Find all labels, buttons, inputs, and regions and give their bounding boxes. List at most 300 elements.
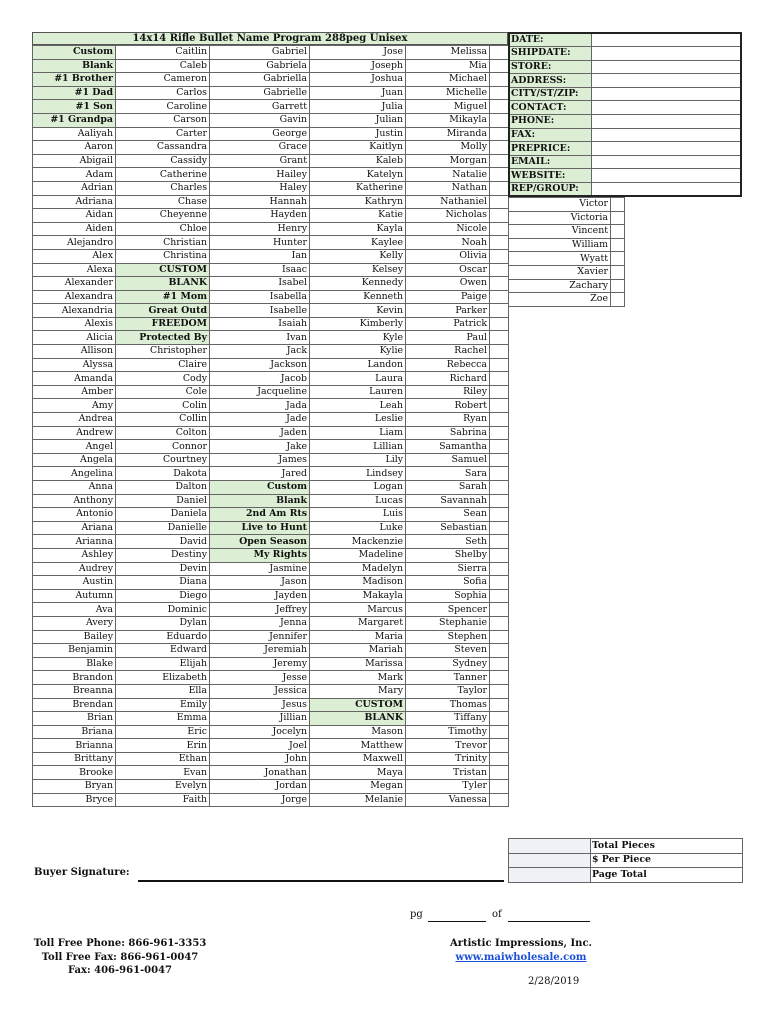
name-cell: Kayla <box>310 222 406 236</box>
name-cell: Tyler <box>406 780 490 794</box>
quantity-cell[interactable] <box>490 453 509 467</box>
name-cell: James <box>210 453 310 467</box>
info-label: REP/GROUP: <box>509 183 591 197</box>
quantity-cell[interactable] <box>490 141 509 155</box>
quantity-cell[interactable] <box>490 630 509 644</box>
signature-line[interactable] <box>138 880 504 882</box>
table-row <box>33 603 509 617</box>
name-cell: David <box>116 535 210 549</box>
name-cell: Adriana <box>33 195 116 209</box>
name-cell: Lindsey <box>310 467 406 481</box>
name-cell: Katelyn <box>310 168 406 182</box>
quantity-cell[interactable] <box>490 535 509 549</box>
name-cell: Austin <box>33 576 116 590</box>
info-value-field[interactable] <box>591 142 741 156</box>
name-cell: Connor <box>116 440 210 454</box>
name-cell: Chase <box>116 195 210 209</box>
name-cell: Leah <box>310 399 406 413</box>
name-cell: Caroline <box>116 100 210 114</box>
quantity-cell[interactable] <box>490 793 509 807</box>
info-value-field[interactable] <box>591 74 741 88</box>
info-value-field[interactable] <box>591 155 741 169</box>
name-cell: Kenneth <box>310 290 406 304</box>
name-cell: Luis <box>310 508 406 522</box>
name-cell: Daniela <box>116 508 210 522</box>
table-row <box>33 290 509 304</box>
name-cell: Nicholas <box>406 209 490 223</box>
table-row <box>33 59 509 73</box>
name-cell: Kaylee <box>310 236 406 250</box>
name-cell: Brittany <box>33 752 116 766</box>
name-cell: Victoria <box>509 211 611 225</box>
quantity-cell[interactable] <box>490 576 509 590</box>
name-cell: Audrey <box>33 562 116 576</box>
table-row <box>33 766 509 780</box>
quantity-cell[interactable] <box>611 238 625 252</box>
name-cell: Gavin <box>210 113 310 127</box>
quantity-cell[interactable] <box>611 279 625 293</box>
name-cell: Anna <box>33 481 116 495</box>
info-value-field[interactable] <box>591 128 741 142</box>
name-cell: Jaden <box>210 426 310 440</box>
name-cell: Julia <box>310 100 406 114</box>
info-row <box>509 128 741 142</box>
name-cell: Diego <box>116 589 210 603</box>
table-row <box>509 238 625 252</box>
name-cell: Aaron <box>33 141 116 155</box>
name-cell: Justin <box>310 127 406 141</box>
name-cell: Juan <box>310 86 406 100</box>
name-cell: Rebecca <box>406 358 490 372</box>
quantity-cell[interactable] <box>611 211 625 225</box>
name-cell: Alexandra <box>33 290 116 304</box>
name-cell: Jessica <box>210 684 310 698</box>
quantity-cell[interactable] <box>490 222 509 236</box>
quantity-cell[interactable] <box>490 113 509 127</box>
name-cell: Isaiah <box>210 317 310 331</box>
quantity-cell[interactable] <box>490 154 509 168</box>
quantity-cell[interactable] <box>611 252 625 266</box>
name-cell: Colton <box>116 426 210 440</box>
name-cell: Elizabeth <box>116 671 210 685</box>
quantity-cell[interactable] <box>490 494 509 508</box>
name-cell: Kyle <box>310 331 406 345</box>
name-cell: Jillian <box>210 712 310 726</box>
totals-row <box>509 839 743 854</box>
name-cell: Destiny <box>116 548 210 562</box>
name-cell: Taylor <box>406 684 490 698</box>
table-row <box>33 657 509 671</box>
name-cell: Bailey <box>33 630 116 644</box>
fax-number: Fax: 406-961-0047 <box>67 965 173 976</box>
name-cell: Leslie <box>310 413 406 427</box>
name-cell: Diana <box>116 576 210 590</box>
quantity-cell[interactable] <box>490 739 509 753</box>
table-row <box>33 304 509 318</box>
name-cell: Hayden <box>210 209 310 223</box>
table-row <box>33 345 509 359</box>
table-row <box>33 277 509 291</box>
quantity-cell[interactable] <box>611 198 625 212</box>
name-cell: Jose <box>310 46 406 60</box>
totals-value-field[interactable] <box>509 868 591 883</box>
info-label: SHIPDATE: <box>509 47 591 61</box>
name-cell: Cheyenne <box>116 209 210 223</box>
info-row <box>509 169 741 183</box>
name-cell: Angela <box>33 453 116 467</box>
pg-label: pg <box>410 909 423 920</box>
name-cell: Eduardo <box>116 630 210 644</box>
name-cell: Tanner <box>406 671 490 685</box>
name-cell: Timothy <box>406 725 490 739</box>
totals-row <box>509 853 743 868</box>
name-cell: #1 Mom <box>116 290 210 304</box>
name-cell: Steven <box>406 644 490 658</box>
name-cell: Jeremiah <box>210 644 310 658</box>
name-cell: Haley <box>210 181 310 195</box>
name-cell: Isabella <box>210 290 310 304</box>
info-value-field[interactable] <box>591 87 741 101</box>
name-cell: Madison <box>310 576 406 590</box>
name-cell: Brianna <box>33 739 116 753</box>
quantity-cell[interactable] <box>490 603 509 617</box>
name-cell: Gabrielle <box>210 86 310 100</box>
name-cell: Aaliyah <box>33 127 116 141</box>
name-cell: BLANK <box>116 277 210 291</box>
name-cell: BLANK <box>310 712 406 726</box>
quantity-cell[interactable] <box>490 317 509 331</box>
table-row <box>33 222 509 236</box>
table-row <box>33 86 509 100</box>
name-cell: Zoe <box>509 293 611 307</box>
quantity-cell[interactable] <box>490 657 509 671</box>
table-row <box>33 154 509 168</box>
name-cell: Samuel <box>406 453 490 467</box>
table-row <box>33 168 509 182</box>
name-cell: Sabrina <box>406 426 490 440</box>
name-cell: Claire <box>116 358 210 372</box>
totals-value-field[interactable] <box>509 853 591 868</box>
name-cell: Megan <box>310 780 406 794</box>
name-cell: Sara <box>406 467 490 481</box>
table-row <box>33 453 509 467</box>
name-cell: Christina <box>116 249 210 263</box>
name-cell: Jesse <box>210 671 310 685</box>
name-cell: Alexa <box>33 263 116 277</box>
quantity-cell[interactable] <box>490 508 509 522</box>
info-value-field[interactable] <box>591 33 741 47</box>
totals-table <box>508 838 743 883</box>
name-cell: Kennedy <box>310 277 406 291</box>
quantity-cell[interactable] <box>490 100 509 114</box>
quantity-cell[interactable] <box>490 467 509 481</box>
extra-names-table <box>508 197 625 307</box>
name-cell: Lillian <box>310 440 406 454</box>
quantity-cell[interactable] <box>490 168 509 182</box>
quantity-cell[interactable] <box>490 331 509 345</box>
table-row <box>33 467 509 481</box>
name-cell: Kaleb <box>310 154 406 168</box>
name-cell: Katie <box>310 209 406 223</box>
quantity-cell[interactable] <box>490 725 509 739</box>
name-cell: Tiffany <box>406 712 490 726</box>
name-cell: Dakota <box>116 467 210 481</box>
name-cell: Paige <box>406 290 490 304</box>
quantity-cell[interactable] <box>490 195 509 209</box>
table-row <box>33 440 509 454</box>
name-cell: Robert <box>406 399 490 413</box>
name-cell: Jada <box>210 399 310 413</box>
quantity-cell[interactable] <box>611 293 625 307</box>
name-cell: Hunter <box>210 236 310 250</box>
name-cell: Breanna <box>33 684 116 698</box>
quantity-cell[interactable] <box>490 766 509 780</box>
name-cell: #1 Dad <box>33 86 116 100</box>
name-cell: #1 Brother <box>33 73 116 87</box>
name-cell: Alexandria <box>33 304 116 318</box>
company-website-link[interactable]: www.maiwholesale.com <box>455 951 587 963</box>
page-count-field[interactable] <box>508 921 590 922</box>
quantity-cell[interactable] <box>490 290 509 304</box>
name-cell: Aidan <box>33 209 116 223</box>
quantity-cell[interactable] <box>611 265 625 279</box>
name-cell: Daniel <box>116 494 210 508</box>
name-cell: Tristan <box>406 766 490 780</box>
name-cell: Custom <box>33 46 116 60</box>
name-cell: Briana <box>33 725 116 739</box>
name-cell: Faith <box>116 793 210 807</box>
name-cell: Great Outd <box>116 304 210 318</box>
quantity-cell[interactable] <box>490 712 509 726</box>
name-cell: George <box>210 127 310 141</box>
quantity-cell[interactable] <box>490 426 509 440</box>
name-cell: Carson <box>116 113 210 127</box>
name-cell: Jack <box>210 345 310 359</box>
quantity-cell[interactable] <box>490 684 509 698</box>
name-cell: Cody <box>116 372 210 386</box>
name-cell: Kimberly <box>310 317 406 331</box>
name-cell: Luke <box>310 521 406 535</box>
name-cell: Laura <box>310 372 406 386</box>
name-cell: CUSTOM <box>310 698 406 712</box>
name-cell: #1 Grandpa <box>33 113 116 127</box>
name-cell: Thomas <box>406 698 490 712</box>
quantity-cell[interactable] <box>490 277 509 291</box>
info-value-field[interactable] <box>591 115 741 129</box>
name-cell: Bryce <box>33 793 116 807</box>
name-cell: Sarah <box>406 481 490 495</box>
table-row <box>33 317 509 331</box>
quantity-cell[interactable] <box>490 73 509 87</box>
name-cell: Mason <box>310 725 406 739</box>
name-cell: Oscar <box>406 263 490 277</box>
name-cell: Devin <box>116 562 210 576</box>
info-value-field[interactable] <box>591 169 741 183</box>
page-number-field[interactable] <box>428 921 486 922</box>
name-cell: Samantha <box>406 440 490 454</box>
name-cell: Lauren <box>310 385 406 399</box>
name-cell: Trevor <box>406 739 490 753</box>
name-cell: Carlos <box>116 86 210 100</box>
name-cell: Custom <box>210 481 310 495</box>
name-cell: My Rights <box>210 548 310 562</box>
name-cell: Brendan <box>33 698 116 712</box>
info-value-field[interactable] <box>591 60 741 74</box>
name-cell: Elijah <box>116 657 210 671</box>
name-cell: Ella <box>116 684 210 698</box>
quantity-cell[interactable] <box>490 698 509 712</box>
name-cell: Mark <box>310 671 406 685</box>
name-cell: Brandon <box>33 671 116 685</box>
name-cell: Mackenzie <box>310 535 406 549</box>
name-cell: Marissa <box>310 657 406 671</box>
name-cell: Chloe <box>116 222 210 236</box>
quantity-cell[interactable] <box>490 181 509 195</box>
quantity-cell[interactable] <box>490 46 509 60</box>
info-value-field[interactable] <box>591 47 741 61</box>
info-label: PHONE: <box>509 115 591 129</box>
table-row <box>33 644 509 658</box>
name-cell: Gabriela <box>210 59 310 73</box>
quantity-cell[interactable] <box>490 671 509 685</box>
quantity-cell[interactable] <box>490 372 509 386</box>
table-row <box>33 399 509 413</box>
table-row <box>33 616 509 630</box>
table-row <box>33 181 509 195</box>
info-row <box>509 101 741 115</box>
name-cell: Olivia <box>406 249 490 263</box>
name-cell: Noah <box>406 236 490 250</box>
name-cell: Ethan <box>116 752 210 766</box>
quantity-cell[interactable] <box>490 345 509 359</box>
quantity-cell[interactable] <box>490 59 509 73</box>
table-row <box>33 127 509 141</box>
name-cell: Charles <box>116 181 210 195</box>
name-cell: Ashley <box>33 548 116 562</box>
name-cell: Natalie <box>406 168 490 182</box>
name-cell: Angel <box>33 440 116 454</box>
name-cell: Kevin <box>310 304 406 318</box>
quantity-cell[interactable] <box>490 589 509 603</box>
name-cell: Alejandro <box>33 236 116 250</box>
name-cell: Kathryn <box>310 195 406 209</box>
name-cell: Caleb <box>116 59 210 73</box>
totals-label: Total Pieces <box>591 839 743 854</box>
quantity-cell[interactable] <box>490 481 509 495</box>
quantity-cell[interactable] <box>490 127 509 141</box>
name-cell: Alyssa <box>33 358 116 372</box>
quantity-cell[interactable] <box>490 209 509 223</box>
quantity-cell[interactable] <box>490 263 509 277</box>
quantity-cell[interactable] <box>490 304 509 318</box>
table-row <box>33 576 509 590</box>
name-cell: Landon <box>310 358 406 372</box>
name-cell: Avery <box>33 616 116 630</box>
name-cell: Jennifer <box>210 630 310 644</box>
quantity-cell[interactable] <box>490 86 509 100</box>
name-cell: Ivan <box>210 331 310 345</box>
name-grid <box>32 45 509 807</box>
name-cell: Emily <box>116 698 210 712</box>
name-cell: Erin <box>116 739 210 753</box>
table-row <box>33 494 509 508</box>
name-cell: Joseph <box>310 59 406 73</box>
quantity-cell[interactable] <box>490 440 509 454</box>
name-cell: Angelina <box>33 467 116 481</box>
signature-label: Buyer Signature: <box>34 867 130 878</box>
name-cell: Seth <box>406 535 490 549</box>
toll-free-fax: Toll Free Fax: 866-961-0047 <box>41 951 199 963</box>
quantity-cell[interactable] <box>490 752 509 766</box>
quantity-cell[interactable] <box>490 548 509 562</box>
quantity-cell[interactable] <box>490 562 509 576</box>
name-cell: Jake <box>210 440 310 454</box>
info-row <box>509 47 741 61</box>
name-cell: Mikayla <box>406 113 490 127</box>
name-cell: Marcus <box>310 603 406 617</box>
name-cell: Benjamin <box>33 644 116 658</box>
info-label: ADDRESS: <box>509 74 591 88</box>
totals-label: Page Total <box>591 868 743 883</box>
table-row <box>33 698 509 712</box>
name-cell: Stephen <box>406 630 490 644</box>
quantity-cell[interactable] <box>490 358 509 372</box>
quantity-cell[interactable] <box>490 385 509 399</box>
name-cell: Wyatt <box>509 252 611 266</box>
name-cell: Dylan <box>116 616 210 630</box>
quantity-cell[interactable] <box>490 399 509 413</box>
name-cell: Colin <box>116 399 210 413</box>
quantity-cell[interactable] <box>490 521 509 535</box>
name-cell: Mary <box>310 684 406 698</box>
quantity-cell[interactable] <box>490 249 509 263</box>
quantity-cell[interactable] <box>490 616 509 630</box>
name-cell: Trinity <box>406 752 490 766</box>
name-cell: Ryan <box>406 413 490 427</box>
name-cell: Henry <box>210 222 310 236</box>
totals-label: $ Per Piece <box>591 853 743 868</box>
name-cell: Maria <box>310 630 406 644</box>
quantity-cell[interactable] <box>490 413 509 427</box>
name-cell: Lily <box>310 453 406 467</box>
table-row <box>33 209 509 223</box>
info-label: PREPRICE: <box>509 142 591 156</box>
table-row <box>509 252 625 266</box>
info-value-field[interactable] <box>591 183 741 197</box>
totals-value-field[interactable] <box>509 839 591 854</box>
name-cell: Garrett <box>210 100 310 114</box>
name-cell: Sebastian <box>406 521 490 535</box>
toll-free-phone: Toll Free Phone: 866-961-3353 <box>33 938 207 949</box>
quantity-cell[interactable] <box>611 225 625 239</box>
name-cell: Jordan <box>210 780 310 794</box>
table-row <box>33 712 509 726</box>
table-row <box>33 630 509 644</box>
table-row <box>33 426 509 440</box>
info-value-field[interactable] <box>591 101 741 115</box>
name-cell: Richard <box>406 372 490 386</box>
table-row <box>509 225 625 239</box>
table-row <box>33 739 509 753</box>
quantity-cell[interactable] <box>490 644 509 658</box>
quantity-cell[interactable] <box>490 236 509 250</box>
name-cell: Miguel <box>406 100 490 114</box>
info-row <box>509 183 741 197</box>
name-cell: Jared <box>210 467 310 481</box>
table-row <box>509 265 625 279</box>
quantity-cell[interactable] <box>490 780 509 794</box>
name-cell: Xavier <box>509 265 611 279</box>
